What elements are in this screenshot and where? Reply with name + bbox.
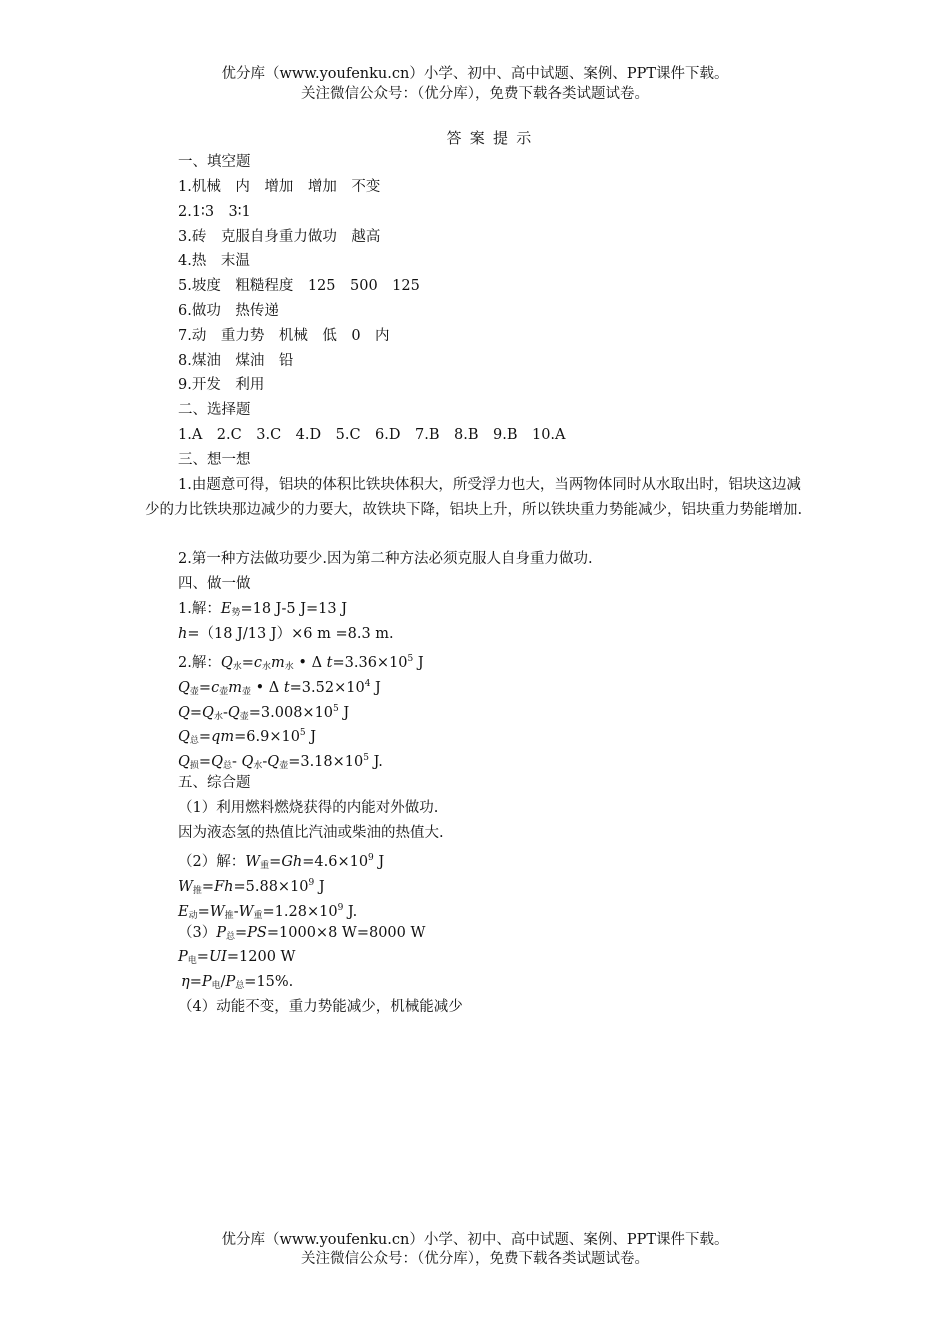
formula-line: $(3)P_总=PS=1000\times 8$ W=8000 W [178,925,426,942]
answer-line: 4.热 末温 [178,253,250,269]
formula-line: $Q_总=qm=6.9\times 10^5$ J [178,728,317,746]
answer-line: 7.动 重力势 机械 低 0 内 [178,328,390,344]
formula-line: h=（18 J/13 J）×6 m =8.3 m. [178,626,394,642]
page-footer-line2: 关注微信公众号：（优分库），免费下载各类试题试卷。 [301,1251,649,1267]
section-heading-4: 四、做一做 [178,576,251,592]
formula-line: $Q=Q_水-Q_壶=3.008\times 10^5$ J [178,704,350,722]
formula-line: $P_电=UI=1200$ W [178,949,296,966]
formula-line: 2.解：$Q_水=c_水m_水$ • Δ $t=3.36\times 10^5$ J [178,654,424,672]
section-heading-5: 五、综合题 [178,775,251,791]
page-title: 答案提示 [446,129,540,147]
page-header-line1: 优分库（www.youfenku.cn）小学、初中、高中试题、案例、PPT课件下载。 [221,66,729,82]
formula-line: $E_动=W_推-W_重=1.28\times 10^9$ J. [178,903,358,921]
composite-answer: （4）动能不变，重力势能减少，机械能减少 [178,999,463,1015]
answer-line: 6.做功 热传递 [178,303,279,319]
answer-line: 1.机械 内 增加 增加 不变 [178,179,381,195]
section-heading-2: 二、选择题 [178,402,251,418]
formula-line: $\eta=P_电/P_总=15\%$. [181,974,294,991]
answer-line: 2.1∶3 3∶1 [178,204,251,220]
formula-line: $W_推=Fh=5.88\times 10^9$ J [178,878,325,896]
answer-line: 8.煤油 煤油 铅 [178,353,294,369]
page-header-line2: 关注微信公众号：（优分库），免费下载各类试题试卷。 [301,86,649,102]
answer-line: 3.砖 克服自身重力做功 越高 [178,229,381,245]
page-footer-line1: 优分库（www.youfenku.cn）小学、初中、高中试题、案例、PPT课件下载。 [221,1232,729,1248]
formula-line: $Q_损=Q_总-$ $Q_水-Q_壶=3.18\times 10^5$ J. [178,753,383,771]
composite-answer: 因为液态氢的热值比汽油或柴油的热值大. [178,825,444,841]
formula-line: 1.解：$E_势=18$ J-5 J=13 J [178,601,348,618]
section-heading-1: 一、填空题 [178,154,251,170]
composite-answer: （1）利用燃料燃烧获得的内能对外做功. [178,800,439,816]
think-answer-2: 2.第一种方法做功要少.因为第二种方法必须克服人自身重力做功. [178,551,593,567]
think-answer-1: 1.由题意可得，铝块的体积比铁块体积大，所受浮力也大，当两物体同时从水取出时，铝块这边减少的力比铁块那边减少的力要大，故铁块下降，铝块上升，所以铁块重力势能减少，铝块重力势能增加. [145,477,803,518]
formula-line: $Q_壶=c_壶m_壶$ • Δ $t=3.52\times 10^4$ J [178,679,381,697]
formula-line: （2）解：$W_重=Gh=4.6\times 10^9$ J [178,853,385,871]
answer-line: 5.坡度 粗糙程度 125 500 125 [178,278,420,294]
section-heading-3: 三、想一想 [178,452,251,468]
answer-line: 9.开发 利用 [178,377,265,393]
choice-answers: 1.A 2.C 3.C 4.D 5.C 6.D 7.B 8.B 9.B 10.A [178,427,566,443]
